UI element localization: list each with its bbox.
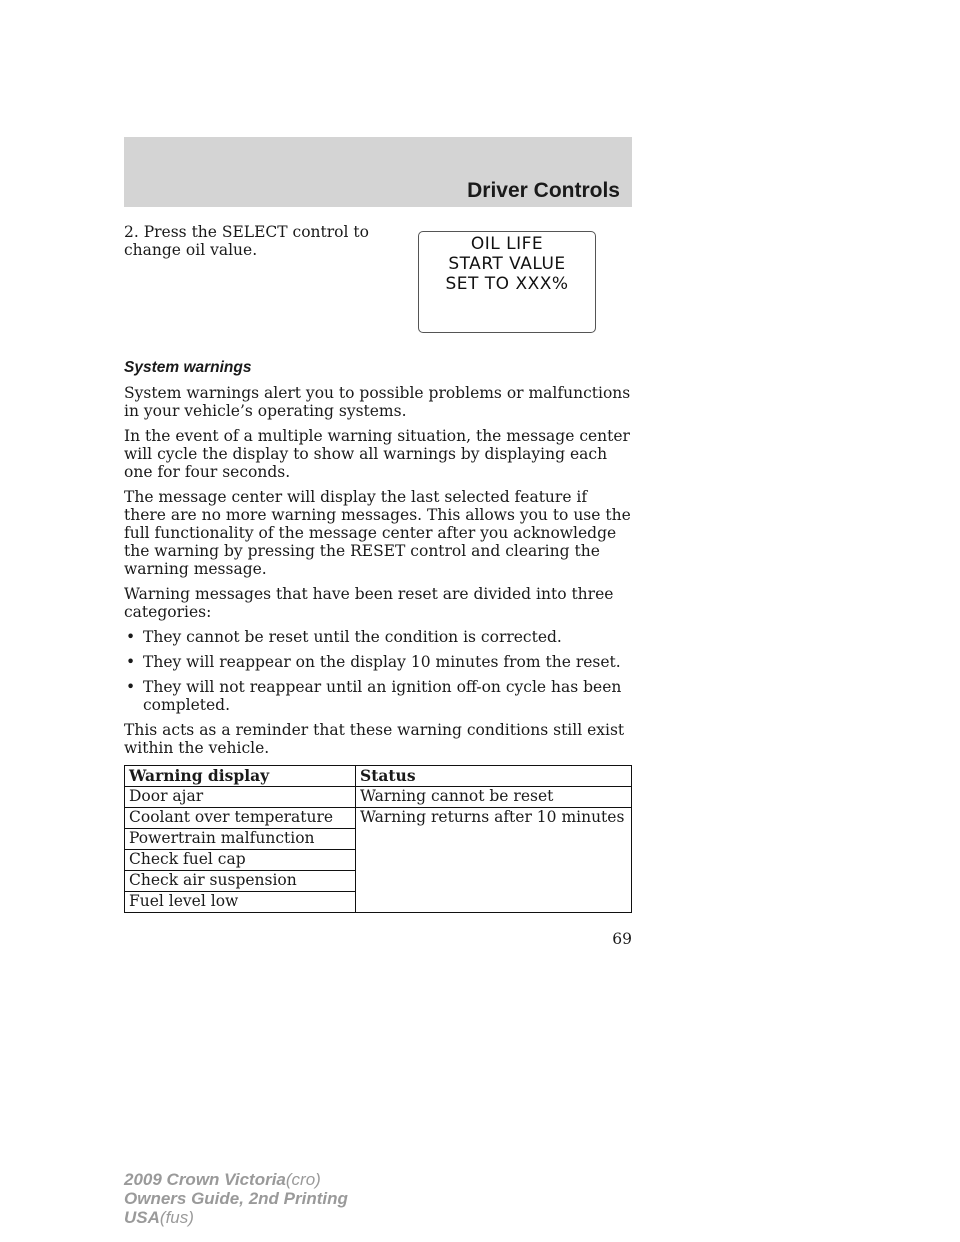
footer-line — [124, 1170, 348, 1189]
table-cell: Powertrain malfunction — [125, 829, 356, 850]
footer-imprint — [124, 1170, 348, 1227]
section-header-band — [124, 137, 632, 207]
display-line: START VALUE — [448, 254, 566, 274]
paragraph: The message center will display the last selected feature if there are no more warning messages. This allows you to use the full functionality of the message center after you acknowledge the warning by pressing the RESET control and clearing the warning message. — [124, 488, 631, 578]
table-row — [125, 808, 632, 829]
footer-code: (cro) — [285, 1170, 321, 1189]
category-list — [124, 628, 632, 714]
bullet-icon: • — [126, 653, 136, 671]
table-row — [125, 787, 632, 808]
table-cell: Check air suspension — [125, 871, 356, 892]
column-header: Warning display — [125, 766, 356, 787]
list-item — [124, 653, 632, 671]
paragraph: System warnings alert you to possible problems or malfunctions in your vehicle’s operating systems. — [124, 384, 631, 420]
column-header: Status — [356, 766, 632, 787]
footer-line — [124, 1189, 348, 1208]
table-cell: Warning cannot be reset — [356, 787, 632, 808]
step-instruction: 2. Press the SELECT control to change oil value. — [124, 223, 369, 259]
footer-edition: Owners Guide, 2nd Printing — [124, 1189, 348, 1208]
display-line: SET TO XXX% — [445, 274, 569, 294]
paragraph: In the event of a multiple warning situation, the message center will cycle the display to show all warnings by displaying each one for four seconds. — [124, 427, 630, 481]
section-title: Driver Controls — [467, 179, 620, 202]
warning-status-table — [124, 765, 632, 913]
table-cell: Fuel level low — [125, 892, 356, 913]
main-content — [124, 359, 632, 913]
footer-code: (fus) — [159, 1208, 194, 1227]
table-cell: Door ajar — [125, 787, 356, 808]
table-cell: Warning returns after 10 minutes — [356, 808, 632, 913]
list-item-text: They cannot be reset until the condition is corrected. — [143, 628, 562, 646]
footer-model: 2009 Crown Victoria — [124, 1170, 286, 1189]
list-item-text: They will not reappear until an ignition off-on cycle has been completed. — [143, 678, 622, 714]
table-cell: Coolant over temperature — [125, 808, 356, 829]
message-center-display — [418, 231, 596, 333]
paragraph: This acts as a reminder that these warning conditions still exist within the vehicle. — [124, 721, 625, 757]
list-item — [124, 628, 632, 646]
page-number: 69 — [612, 930, 632, 948]
bullet-icon: • — [126, 678, 136, 696]
display-line: OIL LIFE — [470, 234, 544, 254]
footer-market: USA — [124, 1208, 160, 1227]
list-item-text: They will reappear on the display 10 minutes from the reset. — [143, 653, 621, 671]
table-cell: Check fuel cap — [125, 850, 356, 871]
list-item — [124, 678, 632, 714]
footer-line — [124, 1208, 348, 1227]
table-header-row — [125, 766, 632, 787]
bullet-icon: • — [126, 628, 136, 646]
section-subheading: System warnings — [124, 359, 252, 376]
paragraph: Warning messages that have been reset are divided into three categories: — [124, 585, 614, 621]
